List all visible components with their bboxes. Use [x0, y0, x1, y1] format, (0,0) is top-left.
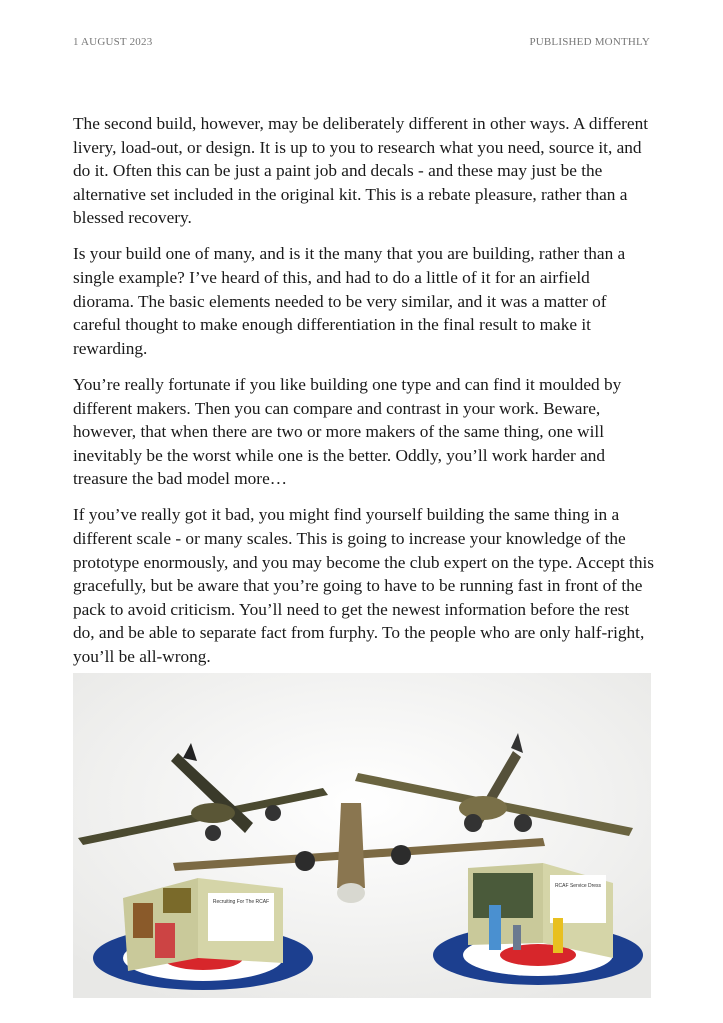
- model-aircraft-photo: [73, 673, 651, 998]
- left-display-board: [123, 878, 283, 971]
- paragraph: The second build, however, may be deliberately different in other ways. A different livery, load-out, or design. It is up to you to research what you need, source it, and do it. Often this can be just a paint job and decals - and these may just be the alternative set included in the original kit. This is a rebate pleasure, rather than a blessed recovery.: [73, 114, 649, 228]
- publication-frequency: PUBLISHED MONTHLY: [529, 36, 650, 48]
- right-sign-title: RCAF Service Dress: [554, 883, 602, 889]
- article-body: [73, 112, 655, 681]
- paragraph: If you’ve really got it bad, you might find yourself building the same thing in a different scale - or many scales. This is going to increase your knowledge of the prototype enormously, and you may become the club expert on the type. Accept this gracefully, but be aware that you’re going to have to be running fast in front of the pack to avoid criticism. You’ll need to get the newest information before the rest do, and be able to separate fact from furphy. To the people who are only half-right, you’ll be all-wrong.: [73, 505, 655, 666]
- paragraph: You’re really fortunate if you like building one type and can find it moulded by different makers. Then you can compare and contrast in your work. Beware, however, that when there are two or more makers of the same thing, one will inevitably be the worst while one is the better. Oddly, you’ll work harder and treasure the bad model more…: [73, 374, 622, 489]
- paragraph: Is your build one of many, and is it the many that you are building, rather than a single example? I’ve heard of this, and had to do a little of it for an airfield diorama. The basic elements needed to be very similar, and it was a matter of careful thought to make enough differentiation in the final result to make it rewarding.: [73, 244, 626, 358]
- left-sign-title: Recruiting For The RCAF: [212, 899, 270, 905]
- issue-date: 1 AUGUST 2023: [73, 36, 153, 48]
